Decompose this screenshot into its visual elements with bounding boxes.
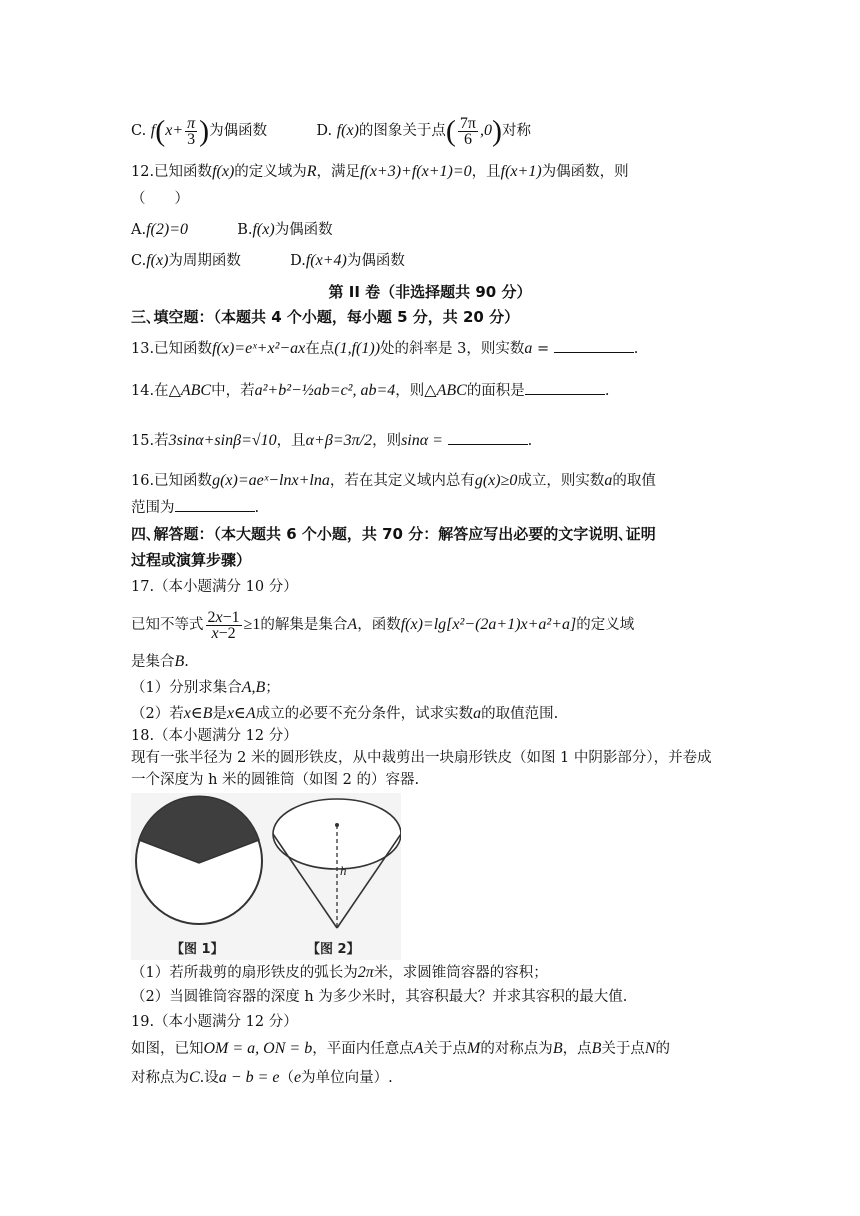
q11-option-d-text: 的图象关于点: [358, 123, 446, 140]
q17-part2-text-d: 的取值范围.: [481, 706, 559, 722]
q19-head: 19.（本小题满分 12 分）: [131, 1014, 298, 1030]
q12-options-ab: [131, 219, 748, 241]
q16: [131, 470, 748, 492]
q15-answer-blank[interactable]: [448, 430, 528, 445]
q12-text-b: 的定义域为: [234, 164, 307, 180]
q11-option-d-label: D.: [316, 123, 333, 140]
q17-inequality: $\frac{2x-1}{x-2}$ ≥1: [207, 609, 261, 642]
q13-point: (1,f(1)): [334, 340, 381, 357]
q14-text-b: 中，若: [211, 383, 255, 399]
q12-paren: （ ）: [131, 191, 189, 207]
q19-point-b: B: [552, 1040, 563, 1057]
q19-text-line2d: 为单位向量）.: [301, 1070, 393, 1086]
q18-line1: 现有一张半径为 2 米的圆形铁皮，从中裁剪出一块扇形铁皮（如图 1 中阴影部分），并卷成: [131, 750, 712, 766]
q17-part1: [131, 677, 748, 699]
q19-text-d: 的对称点为: [480, 1041, 553, 1057]
q17-part2-text-b: 是: [212, 706, 227, 722]
q12-options-cd: [131, 250, 748, 272]
q18-part1-text-a: （1）若所裁剪的扇形铁皮的弧长为: [131, 965, 358, 981]
q15-expr: 3sinα+sinβ=√10: [168, 432, 277, 449]
q16-text-a: 16.已知函数: [131, 473, 213, 489]
q12-option-b-text: 为偶函数: [274, 222, 333, 238]
q13-answer-blank[interactable]: [554, 338, 634, 353]
q13-eq: =: [537, 341, 550, 357]
q19-text-line2b: .设: [199, 1070, 219, 1086]
q19-point-n: N: [644, 1040, 656, 1057]
q16-var: a: [604, 472, 613, 489]
q12-text-e: 为偶函数，则: [541, 164, 629, 180]
q17-text-d: 的定义域: [576, 617, 635, 634]
fig2-center-dot: [335, 823, 339, 827]
q19-vector-expr2: a − b = e: [218, 1069, 280, 1086]
q18-part1: [131, 962, 748, 984]
q18-line2: 一个深度为 h 米的圆锥筒（如图 2 的）容器.: [131, 772, 420, 788]
q17-text-b: 的解集是集合: [260, 617, 348, 634]
q17-set-a: A: [347, 616, 358, 634]
q14-expr: a²+b²−½ab=c², ab=4: [254, 382, 396, 399]
q14-text-a: 14.在: [131, 383, 169, 399]
q14-triangle2: △ABC: [424, 382, 467, 399]
q17-line2-end: .: [184, 654, 189, 670]
q19-point-c: C: [189, 1069, 200, 1086]
q19-point-a: A: [413, 1040, 424, 1057]
q15-expr3: sinα =: [401, 432, 443, 449]
q19-text-c: 关于点: [423, 1041, 467, 1057]
q13-end: .: [633, 341, 639, 357]
q18-part2: （2）当圆锥筒容器的深度 h 为多少米时，其容积最大？并求其容积的最大值.: [131, 989, 628, 1005]
q12-expr-f2: f(x+1): [500, 163, 542, 180]
q19-text-line2c: （: [279, 1070, 294, 1086]
q17-line2: [131, 651, 748, 673]
q17-stem: [131, 610, 748, 641]
q19-line2: [131, 1067, 748, 1089]
q17-part2-var: a: [473, 705, 482, 722]
q12-option-c-label: C.: [131, 253, 147, 269]
q19-text-a: 如图，已知: [131, 1041, 204, 1057]
q17-function: f(x)=lg[x²−(2a+1)x+a²+a]: [400, 616, 577, 634]
fig2-h-label: h: [340, 863, 347, 878]
q16-answer-blank[interactable]: [175, 497, 255, 512]
q12-text-a: 12.已知函数: [131, 164, 213, 180]
q17-head: 17.（本小题满分 10 分）: [131, 579, 298, 595]
q12-stem: [131, 161, 748, 183]
q17-part1-expr: A,B: [241, 679, 266, 696]
q19-text-g: 的: [655, 1041, 671, 1057]
q12-option-d-label: D.: [290, 253, 306, 269]
section4-title-1: 四､解答题：（本大题共 6 个小题，共 70 分：解答应写出必要的文字说明､证明: [131, 525, 656, 543]
q14-text-d: 的面积是: [466, 383, 525, 399]
q12-option-c-expr: f(x): [146, 252, 169, 269]
q18-figure-svg: [131, 793, 401, 960]
q15-text-b: ，且: [276, 433, 306, 449]
q11-option-d-text2: 对称: [502, 123, 531, 140]
q17-set-b: B: [174, 653, 185, 670]
q18-part1-expr: 2π: [357, 964, 374, 981]
q16-text-d: 的取值: [612, 473, 656, 489]
q16-line2: [131, 497, 748, 519]
fig1-caption: 【图 1】: [171, 942, 224, 957]
q19-text-b: ，平面内任意点: [312, 1041, 414, 1057]
q17-text-line2: 是集合: [131, 654, 175, 670]
q17-part1-end: ；: [265, 680, 280, 696]
q11-option-c-text: 为偶函数: [209, 123, 268, 140]
q16-end: .: [254, 500, 260, 516]
q14-triangle: △ABC: [168, 382, 212, 399]
q12-option-b-label: B.: [237, 222, 253, 238]
part2-title: 第 II 卷（非选择题共 90 分）: [328, 283, 532, 301]
q19-text-line2a: 对称点为: [131, 1070, 189, 1086]
q12-expr-f: f(x): [212, 163, 235, 180]
q13-text-b: 在点: [305, 341, 335, 357]
section3-title: 三､填空题：（本题共 4 个小题，每小题 5 分，共 20 分）: [131, 308, 520, 326]
q17-text-c: ，函数: [357, 617, 401, 634]
q18-figure: [131, 793, 401, 960]
q12-expr-eq: f(x+3)+f(x+1)=0: [360, 163, 472, 180]
q14: [131, 380, 748, 402]
q15-text-c: ，则: [372, 433, 402, 449]
q12-text-c: ，满足: [316, 164, 361, 180]
q12-option-b-expr: f(x): [252, 221, 275, 238]
q17-part2-expr1: x∈B: [183, 705, 213, 722]
q19-point-m: M: [466, 1040, 481, 1057]
q16-text-b: ，若在其定义域内总有: [329, 473, 475, 489]
q19-vector-expr: OM = a, ON = b: [203, 1040, 313, 1057]
q16-expr: g(x)=aeˣ−lnx+lna: [212, 472, 330, 489]
q19-text-f: 关于点: [601, 1041, 645, 1057]
q14-end: .: [604, 383, 610, 399]
q19-text-e: ，点: [562, 1041, 592, 1057]
q17-part2-expr2: x∈A: [226, 705, 256, 722]
q11-option-d-point: ( $\frac{7\pi}{6}$ ,0): [445, 114, 502, 148]
q13-var: a: [524, 340, 533, 357]
q11-option-d-expr: f(x): [336, 122, 359, 140]
fig2-caption: 【图 2】: [307, 942, 360, 957]
q15-text-a: 15.若: [131, 433, 169, 449]
q12-option-d-text: 为偶函数: [346, 253, 405, 269]
q13-expr: f(x)=eˣ+x²−ax: [212, 340, 306, 357]
q17-part2-text-c: 成立的必要不充分条件，试求实数: [255, 706, 474, 722]
q17-part2: [131, 703, 748, 725]
q13-text-a: 13.已知函数: [131, 341, 213, 357]
q18-part1-text-b: 米，求圆锥筒容器的容积；: [373, 965, 548, 981]
q19-point-b2: B: [591, 1040, 602, 1057]
q11-option-c-label: C.: [131, 123, 147, 140]
q15-end: .: [527, 433, 533, 449]
q14-answer-blank[interactable]: [525, 380, 605, 395]
q17-text-a: 已知不等式: [131, 617, 204, 634]
q16-text-c: 成立，则实数: [517, 473, 605, 489]
q12-option-c-text: 为周期函数: [168, 253, 241, 269]
q15-expr2: α+β=3π/2: [305, 432, 373, 449]
q17-part2-text-a: （2）若: [131, 706, 184, 722]
q12-option-a-expr: f(2)=0: [146, 221, 188, 238]
q12-expr-r: R: [306, 163, 317, 180]
q15: [131, 430, 748, 452]
q19-unit-vector: e: [293, 1069, 302, 1086]
q12-text-d: ，且: [471, 164, 501, 180]
q11-options-cd: [131, 116, 748, 147]
q17-part1-text: （1）分别求集合: [131, 680, 242, 696]
q12-option-a-label: A.: [131, 222, 147, 238]
q11-option-c-expr: f(x+ $\frac{\pi}{3}$ ): [150, 114, 210, 148]
q13-text-c: 处的斜率是 3，则实数: [380, 341, 525, 357]
q16-expr2: g(x)≥0: [474, 472, 518, 489]
q13: [131, 338, 748, 360]
q14-text-c: ，则: [395, 383, 425, 399]
q16-text-line2: 范围为: [131, 500, 175, 516]
q19-stem: [131, 1038, 748, 1060]
section4-title-2: 过程或演算步骤）: [131, 551, 252, 569]
q12-option-d-expr: f(x+4): [305, 252, 347, 269]
q18-head: 18.（本小题满分 12 分）: [131, 728, 298, 744]
